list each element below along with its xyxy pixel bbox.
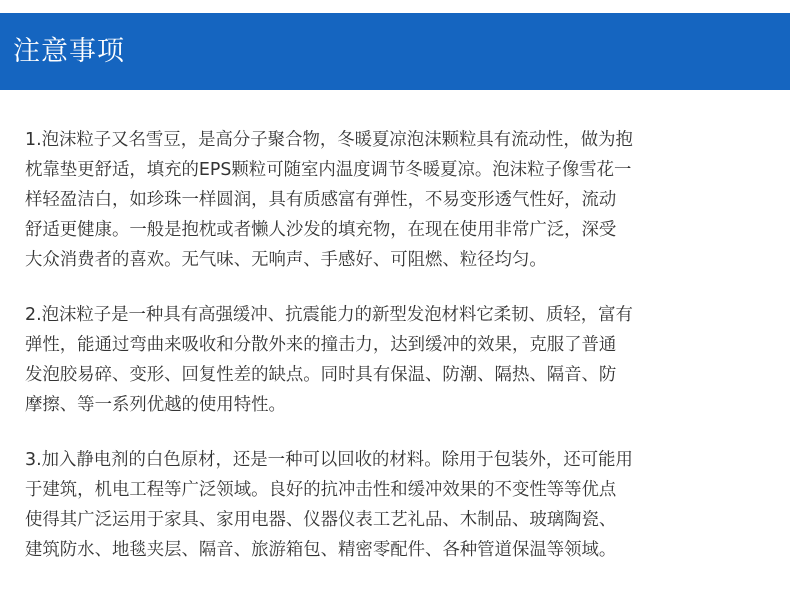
paragraph-line: 2.泡沫粒子是一种具有高强缓冲、抗震能力的新型发泡材料它柔韧、质轻，富有 bbox=[25, 305, 633, 325]
page-title: 注意事项 bbox=[13, 36, 125, 67]
paragraph-line: 3.加入静电剂的白色原材，还是一种可以回收的材料。除用于包装外，还可能用 bbox=[25, 450, 633, 470]
paragraph-line: 建筑防水、地毯夹层、隔音、旅游箱包、精密零配件、各种管道保温等领域。 bbox=[25, 540, 617, 560]
paragraph-line: 弹性，能通过弯曲来吸收和分散外来的撞击力，达到缓冲的效果，克服了普通 bbox=[25, 335, 617, 355]
paragraph-line: 枕靠垫更舒适，填充的EPS颗粒可随室内温度调节冬暖夏凉。泡沫粒子像雪花一 bbox=[25, 160, 632, 180]
paragraph-2 bbox=[25, 300, 775, 420]
paragraph-1 bbox=[25, 125, 775, 275]
content-area bbox=[25, 125, 775, 590]
paragraph-line: 于建筑，机电工程等广泛领域。良好的抗冲击性和缓冲效果的不变性等等优点 bbox=[25, 480, 617, 500]
paragraph-line: 使得其广泛运用于家具、家用电器、仪器仪表工艺礼品、木制品、玻璃陶瓷、 bbox=[25, 510, 617, 530]
paragraph-line: 摩擦、等一系列优越的使用特性。 bbox=[25, 395, 286, 415]
paragraph-line: 大众消费者的喜欢。无气味、无响声、手感好、可阻燃、粒径均匀。 bbox=[25, 250, 547, 270]
paragraph-line: 1.泡沫粒子又名雪豆，是高分子聚合物，冬暖夏凉泡沫颗粒具有流动性，做为抱 bbox=[25, 130, 633, 150]
paragraph-line: 样轻盈洁白，如珍珠一样圆润，具有质感富有弹性，不易变形透气性好，流动 bbox=[25, 190, 617, 210]
paragraph-line: 舒适更健康。一般是抱枕或者懒人沙发的填充物，在现在使用非常广泛，深受 bbox=[25, 220, 617, 240]
paragraph-3 bbox=[25, 445, 775, 565]
header-bar bbox=[0, 13, 790, 90]
paragraph-line: 发泡胶易碎、变形、回复性差的缺点。同时具有保温、防潮、隔热、隔音、防 bbox=[25, 365, 617, 385]
